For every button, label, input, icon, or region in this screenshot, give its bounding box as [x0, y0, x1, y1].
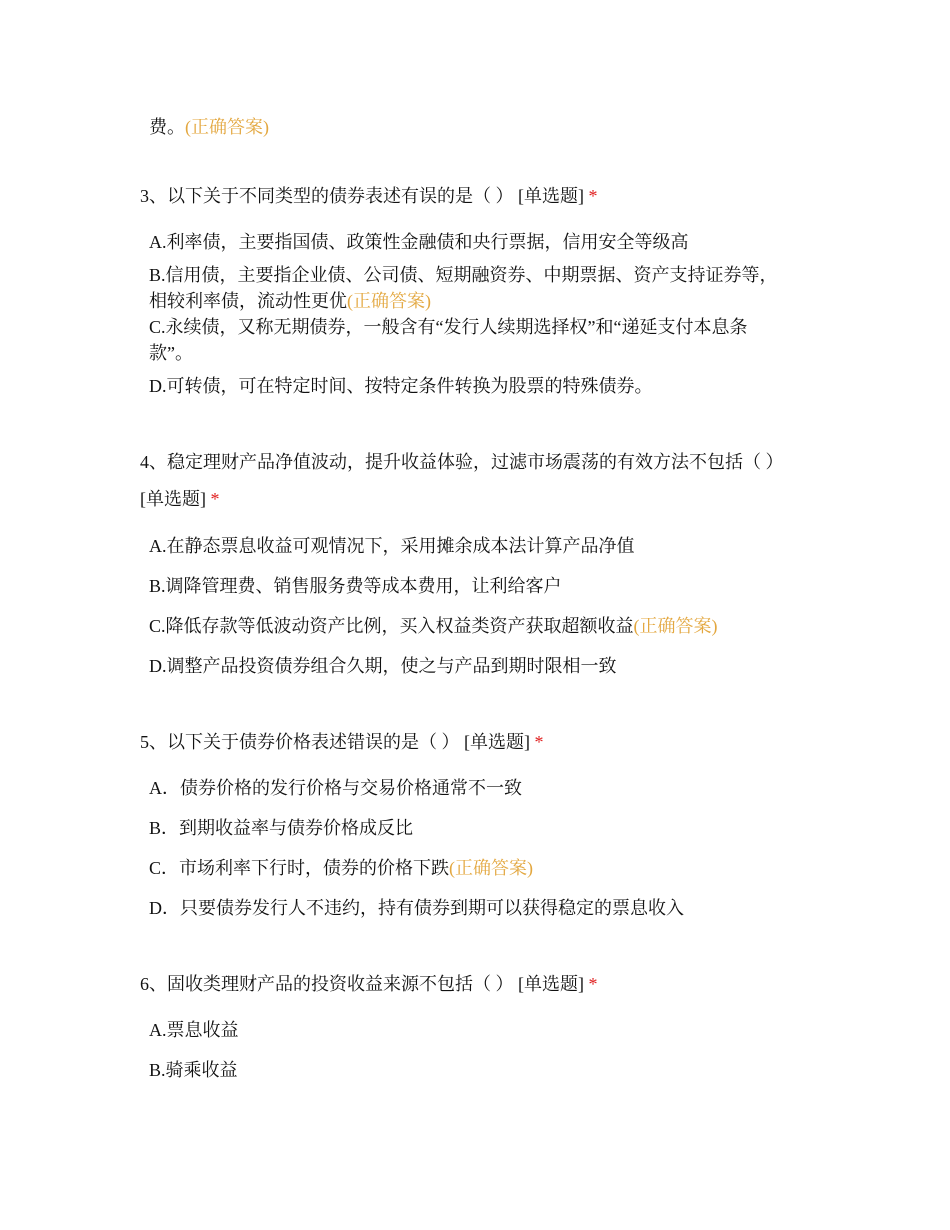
question-type: [单选题] [518, 186, 584, 206]
q5-option-a: A．债券价格的发行价格与交易价格通常不一致 [149, 778, 522, 798]
q5-option-d: D．只要债券发行人不违约，持有债券到期可以获得稳定的票息收入 [149, 898, 684, 918]
q3-option-a: A.利率债，主要指国债、政策性金融债和央行票据，信用安全等级高 [149, 232, 689, 252]
q4-option-b: B.调降管理费、销售服务费等成本费用，让利给客户 [149, 576, 562, 596]
q4-option-d: D.调整产品投资债券组合久期，使之与产品到期时限相一致 [149, 656, 617, 676]
correct-answer-mark: (正确答案) [347, 291, 431, 311]
q4-option-a: A.在静态票息收益可观情况下，采用摊余成本法计算产品净值 [149, 536, 635, 556]
correct-answer-mark: (正确答案) [633, 616, 718, 636]
q5-option-c: C．市场利率下行时，债券的价格下跌(正确答案) [149, 858, 534, 878]
q3-option-b-line1: B.信用债，主要指企业债、公司债、短期融资券、中期票据、资产支持证券等， [149, 265, 778, 285]
q3-option-c-line2: 款”。 [149, 343, 193, 363]
question-4-type-line [140, 486, 220, 512]
q5-option-b: B．到期收益率与债券价格成反比 [149, 818, 414, 838]
q3-option-d: D.可转债，可在特定时间、按特定条件转换为股票的特殊债券。 [149, 376, 653, 396]
q3-option-b-line2: 相较利率债，流动性更优(正确答案) [149, 291, 431, 311]
required-mark: * [210, 489, 220, 509]
required-mark: * [588, 186, 598, 206]
correct-answer-mark: (正确答案) [449, 858, 534, 878]
required-mark: * [534, 732, 544, 752]
question-3-title: 3、以下关于不同类型的债券表述有误的是（ ） [单选题] * [140, 186, 598, 206]
question-type: [单选题] [518, 974, 584, 994]
q6-option-b: B.骑乘收益 [149, 1060, 238, 1080]
question-type: [单选题] [464, 732, 530, 752]
question-type: [单选题] [140, 489, 206, 509]
q6-option-a: A.票息收益 [149, 1020, 239, 1040]
q4-option-c: C.降低存款等低波动资产比例，买入权益类资产获取超额收益(正确答案) [149, 616, 718, 636]
required-mark: * [588, 974, 598, 994]
question-6-title: 6、固收类理财产品的投资收益来源不包括（ ） [单选题] * [140, 974, 598, 994]
continuation-text: 费。(正确答案) [149, 117, 269, 137]
question-5-title: 5、以下关于债券价格表述错误的是（ ） [单选题] * [140, 732, 544, 752]
q3-option-c-line1: C.永续债，又称无期债券，一般含有“发行人续期选择权”和“递延支付本息条 [149, 317, 748, 337]
correct-answer-mark: (正确答案) [185, 117, 269, 137]
question-4-title: 4、稳定理财产品净值波动，提升收益体验，过滤市场震荡的有效方法不包括（ ） [140, 452, 784, 472]
